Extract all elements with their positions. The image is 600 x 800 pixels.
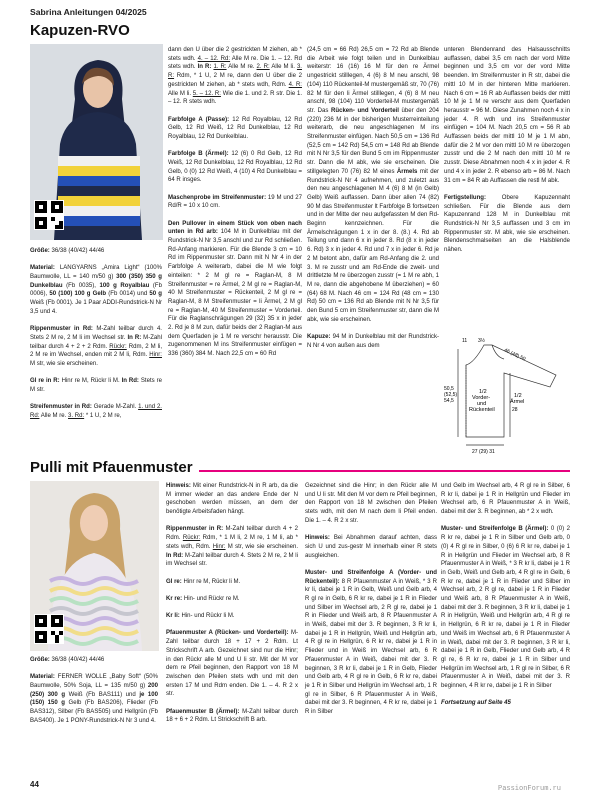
paragraph: Kr re: Hin- und Rückr re M. <box>166 595 240 602</box>
paragraph: Größe: 36/38 (40/42) 44/46 <box>30 248 105 254</box>
pattern-schematic-diagram <box>444 335 570 460</box>
paragraph: Gl re: Hinr re M, Rückr li M. <box>166 578 241 585</box>
article2-title: Pulli mit Pfauenmuster <box>30 459 199 476</box>
paragraph: Muster- und Streifenfolge B (Ärmel): 0 (0) 2 R kr re, dabei je 1 R in Silber und Gelb arb, 0 (0) 4 R gl re in Silber, 0 (6) 6 R kr re, dabei je 1 R in Hellgrün und Flieder im Wechsel arb, 8 R Pfauenmuster A in Weiß, * 3 R kr li, dabei je 1 R in Gelb, Weiß und Gelb arb, 4 R gl re in Gelb, 6 R kr re, dabei je 1 R in Flieder und Silber im Wechsel arb, 2 R gl re, dabei je 1 R in Flieder und Weiß arb, 8 R Pfauenmuster A in Weiß, dabei mit der 3. R beginnen, 3 R kr li, dabei je 1 R in Hellgrün, Weiß und Hellgrün arb, 4 R gl re in Hellgrün, 6 R kr re, dabei je 1 R in Flieder und Weiß im Wechsel arb, 6 R Pfauenmuster A in Weiß, dabei mit der 3. R beginnen, 3 R kr li, dabei je 1 R in Gelb, Flieder und Gelb arb, 4 R gl re, 6 R kr re, dabei je 1 R in Silber und Hellgrün im Wechsel arb, 1 R gl re in Silber, 6 R Pfauenmuster A in Weiß, dabei mit der 3. R beginnen, 4 R kr re, dabei je 1 R in Silber <box>441 526 570 690</box>
article1-column-3 <box>307 46 439 359</box>
paragraph: Gl re in R: Hinr re M, Rückr li M. In Rd: Stets re M str. <box>30 378 162 393</box>
paragraph: Muster- und Streifenfolge A (Vorder- und Rückenteil): 8 R Pfauenmuster A in Weiß, * 3 R kr li, dabei je 1 R in Gelb, Weiß und Gelb arb, 4 R gl re in Gelb, 6 R kr re, dabei je 1 R in Flieder und Silber im Wechsel arb, 2 R gl re, dabei je 1 R in Flieder und Weiß arb, 8 R Pfauenmuster A in Weiß, dabei mit der 3. R beginnen, 3 R kr li, dabei je 1 R in Hellgrün, Weiß und Hellgrün arb, 4 R gl re in Hellgrün, 6 R kr re, dabei je 1 R in Flieder und in Weiß im Wechsel arb, 6 R Pfauenmuster A in Weiß, dabei mit der 3. R beginnen, 3 R kr li, dabei je 1 R in Gelb, Flieder und Gelb arb, 4 R gl re in Gelb, 6 R kr re, dabei je 1 R in Silber und Hellgrün im Wechsel arb, 1 R gl re in Silber, 6 R Pfauenmuster A in Weiß, dabei mit der 3. R beginnen, 4 R kr re, dabei je 1 R in Silber <box>305 569 437 716</box>
dim-h2: 28 <box>512 407 518 413</box>
paragraph: Kr li: Hin- und Rückr li M. <box>166 613 235 620</box>
paragraph: Streifenmuster in Rd: Gerade M-Zahl. 1. und 2. Rd: Alle M re. 3. Rd: * 1 U, 2 M re, <box>30 404 162 419</box>
paragraph: Rippenmuster in R: M-Zahl teilbar durch 4 + 2 Rdm. Rückr: Rdm, * 1 M li, 2 M re, 1 M li, ab * stets wdh, Rdm. Hinr: M str, wie sie erscheinen. In Rd: M-Zahl teilbar durch 4. Stets 2 M re, 2 M li im Wechsel str. <box>166 526 298 568</box>
dim-height: 50,5 (52,5) 54,5 <box>444 386 458 404</box>
qr-code-icon <box>34 614 64 644</box>
paragraph: Größe: 36/38 (40/42) 44/46 <box>30 657 105 663</box>
paragraph: Rippenmuster in Rd: M-Zahl teilbar durch 4. Stets 2 M re, 2 M li im Wechsel str. In R: M-Zahl teilbar durch 4 + 2 + 2 Rdm. Rückr: Rdm, 2 M li, 2 M re im Wechsel, enden mit 2 M li, Rdm. Hinr: M str, wie sie erscheinen. <box>30 326 162 367</box>
paragraph: dann den U über die 2 gestrickten M ziehen, ab * stets wdh. 4. – 12. Rd: Alle M re. Die 1. – 12. Rd stets wdh. In R: 1. R: Alle M re. 2. R: Alle M li. 3. R: Rdm, * 1 U, 2 M re, dann den U über die 2 gestrickten M ziehen, ab * stets wdh, Rdm. 4. R: Alle M li. 5. – 12. R: Wie die 1. und 2. R str. Die 1. – 12. R stets wdh. <box>168 47 303 106</box>
article2-column-4 <box>441 482 570 717</box>
dim-top2: 3½ <box>478 338 485 344</box>
article1-column-4 <box>444 46 570 263</box>
paragraph: und Gelb im Wechsel arb, 4 R gl re in Silber, 6 R kr li, dabei je 1 R in Hellgrün und Flieder im Wechsel arb, 6 R Pfauenmuster A in Weiß, dabei mit der 3. R beginnen, ab * 2 x wdh. <box>441 483 570 516</box>
paragraph: Farbfolge B (Ärmel): 12 (6) 0 Rd Gelb, 12 Rd Weiß, 12 Rd Dunkelblau, 12 Rd Royalblau, 12 Rd Gelb, 0 (0) 12 Rd Weiß, 4 (10) 4 Rd Dunkelblau = 64 R insges. <box>168 151 302 184</box>
paragraph: Pfauenmuster B (Ärmel): M-Zahl teilbar durch 18 + 6 + 2 Rdm. Lt Strickschrift B arb. <box>166 708 298 724</box>
watermark: PassionForum.ru <box>498 785 562 793</box>
continued-note: Fortsetzung auf Seite 45 <box>441 700 511 707</box>
paragraph: Pfauenmuster A (Rücken- und Vorderteil): M-Zahl teilbar durch 18 + 17 + 2 Rdm. Lt Strickschrift A arb. Gezeichnet sind nur die Hinr; in den Rückr alle M und U li str. Mit der M vor dem re Pfeil beginnen, den Rapport von 18 M zwischen den Pfeilen stets wdh und mit den ersten 17 M und Rdm enden. Die 1. – 4. R 2 x str. <box>166 630 299 698</box>
paragraph: Kapuze: 94 M in Dunkelblau mit der Rundstrick-N Nr 4 von außen aus dem <box>307 334 439 349</box>
article2-column-3 <box>305 482 437 725</box>
article1-title: Kapuzen-RVO <box>30 22 130 39</box>
paragraph: Maschenprobe im Streifenmuster: 19 M und 27 Rd/R = 10 x 10 cm. <box>168 194 302 210</box>
paragraph: Den Pullover in einem Stück von oben nach unten in Rd arb: 104 M in Dunkelblau mit der Rundstrick-N Nr 3,5 anschl und zur Rd schließen. Rd-Anfang markieren. Für die Blende 3 cm = 10 Rd im Rippenmuster str. Dann mit N Nr 4 in der Farbfolge A weiterarb, dabei die M wie folgt einteilen: * 2 M gl re = Raglan-M, 8 M Streifenmuster = re Ärmel, 2 M gl re = Raglan-M, 40 M Streifenmuster = Rückenteil, 2 M gl re = Raglan-M, 8 M Streifenmuster = li Ärmel, 2 M gl re = Raglan-M, 40 M Streifenmuster = Vorderteil. Für die Raglanschrägungen 29 (32) 35 x in jeder 2. Rd je 8 M zun, dafür beids der 2 Raglan-M aus dem Querfaden je 1 M re verschr herausstr. Die zugenommenen M ins Streifenmuster einfügen = 336 (360) 384 M. Nach 22,5 cm = 60 Rd <box>168 220 303 358</box>
qr-code-icon <box>34 200 64 230</box>
paragraph: (24,5 cm = 66 Rd) 26,5 cm = 72 Rd ab Blende die Arbeit wie folgt teilen und in Dunkelblau weiterstr: 16 (16) 16 M für den re Ärmel ungestrickt stilllegen, 4 (6) 8 M neu anschl, 98 (104) 110 Rückenteil-M mustergemäß str, 70 (76) 82 M für den li Ärmel stilllegen, 4 (6) 8 M neu anschl, 98 (104) 110 Vorderteil-M mustergemäß str. Das Rücken- und Vorderteil über den 204 (220) 236 M in der bisherigen Musterreinteilung weiterarb, die neu angeschlagenen M ins Streifenmuster einfügen. Nach 50,5 cm = 136 Rd (52,5 cm = 142 Rd) 54,5 cm = 148 Rd ab Blende mit N Nr 3,5 für den Bund 5 cm im Rippenmuster str. Dann die M abk, wie sie erscheinen. Die stillgelegten 70 (76) 82 M eines Ärmels mit der Rundstrick-N Nr 4 aufnehmen, und zuletzt aus den neu angeschlagenen M 4 (6) 8 M (in Gelb) Gelb) Weiß auffassen. Dann über allen 74 (82) 90 M das Streifenmuster lt Farbfolge B fortsetzen und in der Mitte der neu aufgefassten M den Rd-Beginn kennzeichnen. Für die Ärmelschrägungen 1 x in der 8. (8.) 4. Rd ab Teilung und dann 6 x in jeder 8. Rd (8 x in jeder 6. Rd) 3 x in jeder 4. Rd und 7 x in jeder 6. Rd je 2 M betont abn, dafür am Rd-Anfang die 2. und 3. M re zusstr und am Rd-Ende die zweit- und drittletzte M re überzogen zusstr (= 1 M re abh, 1 M re, dann die abgehobene M überziehen) = 60 (64) 68 M. Nach 46 cm = 124 Rd (48 cm = 130 Rd) 50 cm = 136 Rd ab Blende mit N Nr 3,5 für den Bund 5 cm im Streifenmuster str, dann die M abk, wie sie erscheinen. <box>307 47 439 323</box>
dim-body: 1/2 Vorder-und Rückenteil <box>469 389 495 413</box>
article2-column-2 <box>166 482 298 734</box>
dim-bottom: 27 (29) 31 <box>472 449 495 455</box>
dim-width: 46 (48) 50 <box>503 347 527 363</box>
article1-column-2 <box>168 46 302 367</box>
article2-column-1 <box>30 656 158 734</box>
paragraph: unteren Blendenrand des Halsausschnitts auffassen, dabei 3,5 cm nach der vord Mitte beginnen und 3,5 cm vor der vord Mitte beenden. Im Streifenmuster in R str, dabei die mittl 10 M in der hinteren Mitte markieren. Nach 6 cm = 16 R ab Auffassen beids der mittl 10 M je 1 M re verschr aus dem Querfaden herausstr = 96 M. Diese Zunahmen noch 4 x in jeder 4. R wdh und ins Streifenmuster einfügen = 104 M. Nach 20,5 cm = 56 R ab Auffassen beids der mittl 10 M je 1 M abn, dafür die 2 M vor den mittl 10 M re überzogen zusstr und die 2 M nach den mittl 10 M re zusstr. Diese Abnahmen noch 4 x in jeder 4. R und 4 x in jeder 2. R ebenso arb = 86 M. Nach 31 cm = 84 R ab Auffassen die restl M abk. <box>444 47 570 184</box>
paragraph: Material: LANGYARNS „Amira Light“ (100% Baumwolle, LL = 140 m/50 g) 300 (350) 350 g Dunkelblau (Fb 0035), 100 g Royalblau (Fb 0006), 50 (100) 100 g Gelb (Fb 0014) und 50 g Weiß (Fb 0001). Je 1 Paar ADDI-Rundstrick-N Nr 3,5 und 4. <box>30 265 163 315</box>
dim-top: 11 <box>462 338 468 344</box>
paragraph: Fertigstellung: Obere Kapuzennaht schließen. Für die Blende aus dem Kapuzenrand 128 M in Dunkelblau mit Rundstrick-N Nr 3,5 auffassen und 3 cm im Rippenmuster str. M abk, wie sie erscheinen. Blendenschmalseiten an die Halsblende nähen. <box>444 194 570 254</box>
article1-column-1 <box>30 247 162 429</box>
page-number: 44 <box>30 780 39 789</box>
dim-sleeve: 1/2 Ärmel <box>510 393 525 405</box>
paragraph: Gezeichnet sind die Hinr; in den Rückr alle M und U li str. Mit den M vor dem re Pfeil beginnen, den Rapport von 18 M zwischen den Pfeilen stets wdh, mit den M nach dem li Pfeil enden. Die 1. – 4. R 2 x str. <box>305 483 437 524</box>
paragraph: Material: FERNER WOLLE „Baby Soft“ (50% Baumwolle, 50% Soja, LL = 135 m/50 g) 200 (250) 300 g Weiß (Fb BAS111) und je 100 (150) 150 g Gelb (Fb BAS206), Flieder (Fb BAS312), Silber (Fb BAS505) und Hellgrün (Fb BAS400). Je 1 PONY-Rundstrick-N Nr 3 und 4. <box>30 674 159 724</box>
paragraph: Hinweis: Mit einer Rundstrick-N in R arb, da die M immer wieder an das andere Ende der N geschoben werden müssen, an dem der benötigte Arbeitsfaden hängt. <box>166 483 298 516</box>
paragraph: Hinweis: Bei Abnahmen darauf achten, dass sich U und zus-gestr M innerhalb einer R stets ausgleichen. <box>305 535 437 559</box>
magazine-header: Sabrina Anleitungen 04/2025 <box>30 7 147 17</box>
paragraph: Farbfolge A (Passe): 12 Rd Royalblau, 12 Rd Gelb, 12 Rd Weiß, 12 Rd Dunkelblau, 12 Rd Royalblau, 12 Rd Dunkelblau. <box>168 116 302 140</box>
